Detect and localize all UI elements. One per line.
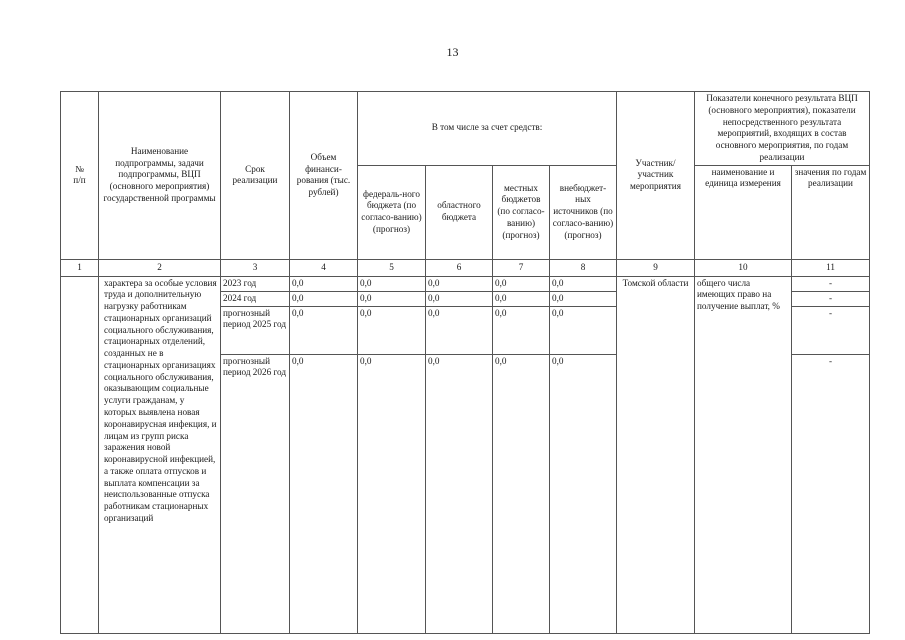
volume-cell: 0,0 — [290, 354, 358, 633]
column-number: 3 — [221, 259, 290, 276]
column-number: 1 — [61, 259, 99, 276]
column-number: 8 — [550, 259, 617, 276]
header-indicators-group: Показатели конечного результата ВЦП (основного мероприятия), показатели непосредственного результата мероприятий, входящих в состав основного мероприятия, по годам реализации — [695, 92, 870, 166]
column-number: 7 — [493, 259, 550, 276]
column-number: 11 — [792, 259, 870, 276]
program-table — [60, 91, 870, 634]
regional-cell: 0,0 — [426, 354, 493, 633]
federal-cell: 0,0 — [358, 306, 426, 354]
column-number: 4 — [290, 259, 358, 276]
federal-cell: 0,0 — [358, 276, 426, 291]
header-indicator-name: наименование и единица измерения — [695, 165, 792, 259]
period-cell: 2023 год — [221, 276, 290, 291]
volume-cell: 0,0 — [290, 291, 358, 306]
volume-cell: 0,0 — [290, 306, 358, 354]
header-period: Срок реализации — [221, 92, 290, 260]
measure-name: характера за особые условия труда и дополнительную нагрузку работникам стационарных организаций социального обслуживания, стационарных отделений, созданных не в стационарных организациях социального обслуживания, оказывающим социальные услуги гражданам, у которых выявлена новая коронавирусная инфекция, и лицам из групп риска заражения новой коронавирусной инфекцией, а также оплата отпусков и выплата компенсации за неиспользованные отпуска работникам стационарных организаций — [99, 276, 221, 633]
period-cell: прогнозный период 2026 год — [221, 354, 290, 633]
local-cell: 0,0 — [493, 354, 550, 633]
header-participant: Участник/ участник мероприятия — [617, 92, 695, 260]
period-cell: прогнозный период 2025 год — [221, 306, 290, 354]
regional-cell: 0,0 — [426, 291, 493, 306]
indicator-name-cell: общего числа имеющих право на получение выплат, % — [695, 276, 792, 633]
regional-cell: 0,0 — [426, 306, 493, 354]
extra-cell: 0,0 — [550, 306, 617, 354]
header-name: Наименование подпрограммы, задачи подпрограммы, ВЦП (основного мероприятия) государственной программы — [99, 92, 221, 260]
header-local: местных бюджетов (по согласо-ванию) (прогноз) — [493, 165, 550, 259]
header-extra: внебюджет-ных источников (по согласо-ванию) (прогноз) — [550, 165, 617, 259]
column-number: 5 — [358, 259, 426, 276]
header-num: № п/п — [61, 92, 99, 260]
extra-cell: 0,0 — [550, 291, 617, 306]
column-number: 6 — [426, 259, 493, 276]
page-number: 13 — [446, 45, 459, 59]
indicator-value-cell: - — [792, 306, 870, 354]
header-volume: Объем финанси-рования (тыс. рублей) — [290, 92, 358, 260]
local-cell: 0,0 — [493, 276, 550, 291]
column-number: 10 — [695, 259, 792, 276]
column-number-row — [61, 259, 870, 276]
extra-cell: 0,0 — [550, 276, 617, 291]
local-cell: 0,0 — [493, 291, 550, 306]
federal-cell: 0,0 — [358, 291, 426, 306]
volume-cell: 0,0 — [290, 276, 358, 291]
extra-cell: 0,0 — [550, 354, 617, 633]
header-indicator-values: значения по годам реализации — [792, 165, 870, 259]
indicator-value-cell: - — [792, 354, 870, 633]
row-number-cell — [61, 276, 99, 633]
table-row — [61, 276, 870, 291]
column-number: 2 — [99, 259, 221, 276]
header-federal: федераль-ного бюджета (по согласо-ванию) (прогноз) — [358, 165, 426, 259]
regional-cell: 0,0 — [426, 276, 493, 291]
federal-cell: 0,0 — [358, 354, 426, 633]
participant-cell: Томской области — [617, 276, 695, 633]
local-cell: 0,0 — [493, 306, 550, 354]
header-sources-group: В том числе за счет средств: — [358, 92, 617, 166]
period-cell: 2024 год — [221, 291, 290, 306]
indicator-value-cell: - — [792, 276, 870, 291]
header-regional: областного бюджета — [426, 165, 493, 259]
indicator-value-cell: - — [792, 291, 870, 306]
column-number: 9 — [617, 259, 695, 276]
